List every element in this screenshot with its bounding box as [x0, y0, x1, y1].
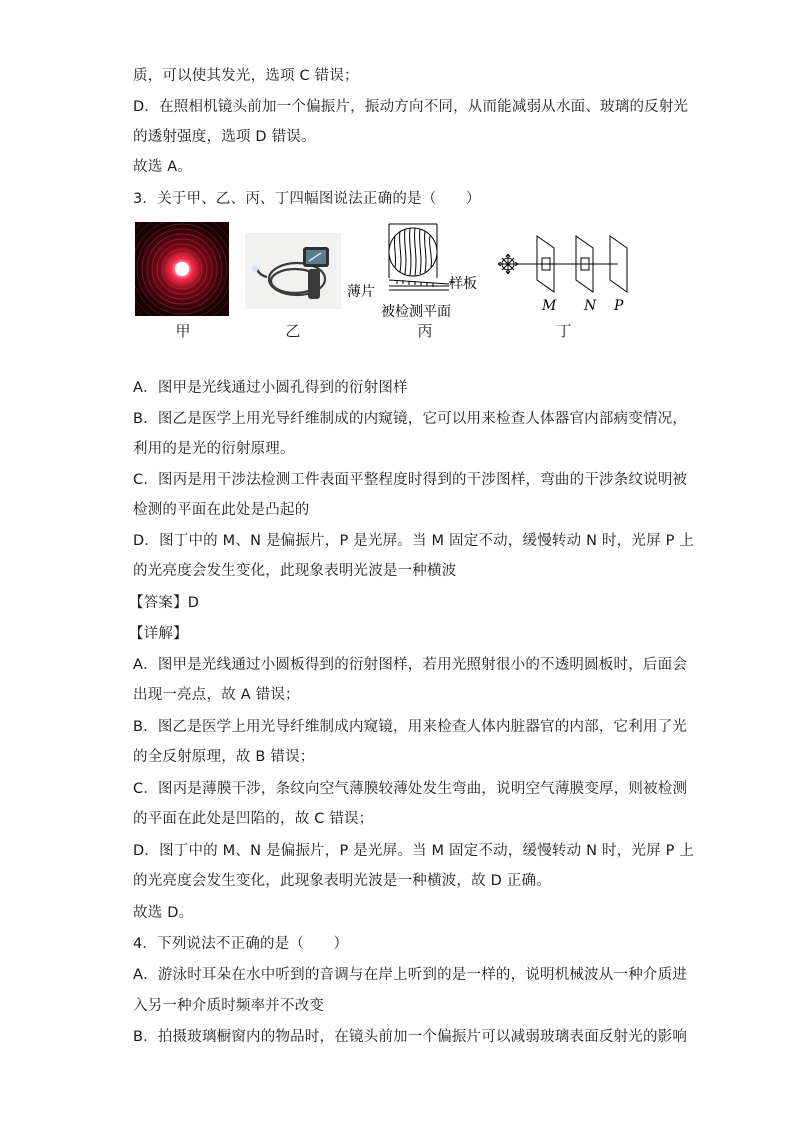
text-line: 出现一亮点，故 A 错误； — [133, 687, 300, 703]
figure-caption-jia: 甲 — [175, 322, 191, 340]
text-line: D．图丁中的 M、N 是偏振片，P 是光屏。当 M 固定不动，缓慢转动 N 时，光屏 P 上 — [133, 843, 695, 859]
text-line: B．拍摄玻璃橱窗内的物品时，在镜头前加一个偏振片可以减弱玻璃表面反射光的影响 — [133, 1029, 688, 1045]
question-3-stem: 3．关于甲、乙、丙、丁四幅图说法正确的是（ ） — [133, 191, 481, 207]
text-line: A．图甲是光线通过小圆板得到的衍射图样，若用光照射很小的不透明圆板时，后面会 — [133, 657, 688, 673]
bing-label-thin-sheet: 薄片 — [347, 284, 375, 300]
explanation-label: 【详解】 — [129, 626, 188, 642]
figure-caption-yi: 乙 — [285, 322, 301, 340]
figure-bing-thin-film-interference — [345, 222, 485, 322]
option-c: C．图丙是用干涉法检测工件表面平整程度时得到的干涉图样，弯曲的干涉条纹说明被 — [133, 472, 688, 488]
option-d-cont: 的光亮度会发生变化，此现象表明光波是一种横波 — [133, 563, 457, 579]
text-line: 故选 D。 — [133, 905, 194, 921]
figure-ding-polarizers — [490, 228, 640, 318]
option-a: A．图甲是光线通过小圆孔得到的衍射图样 — [133, 380, 408, 396]
text-line: A．游泳时耳朵在水中听到的音调与在岸上听到的是一样的，说明机械波从一种介质进 — [133, 967, 688, 983]
option-c-cont: 检测的平面在此处是凸起的 — [133, 502, 310, 518]
text-line: 故选 A。 — [133, 159, 193, 175]
text-line: 入另一种介质时频率并不改变 — [133, 998, 325, 1014]
ding-label-p: P — [614, 298, 624, 314]
text-line: 的光亮度会发生变化，此现象表明光波是一种横波，故 D 正确。 — [133, 873, 551, 889]
answer-label: 【答案】D — [129, 595, 200, 611]
figure-caption-ding: 丁 — [556, 322, 572, 340]
figure-yi-endoscope-image — [245, 233, 341, 309]
bing-label-sample-plate: 样板 — [449, 276, 477, 292]
bing-label-tested-plane: 被检测平面 — [381, 304, 451, 320]
figure-jia-diffraction-image — [135, 222, 229, 316]
text-line: C．图丙是薄膜干涉，条纹向空气薄膜较薄处发生弯曲，说明空气薄膜变厚，则被检测 — [133, 781, 688, 797]
figure-caption-bing: 丙 — [417, 322, 433, 340]
text-line: D．在照相机镜头前加一个偏振片，振动方向不同，从而能减弱从水面、玻璃的反射光 — [133, 99, 689, 115]
text-line: 的平面在此处是凹陷的，故 C 错误； — [133, 811, 374, 827]
ding-label-m: M — [542, 298, 557, 314]
option-b-cont: 利用的是光的衍射原理。 — [133, 441, 295, 457]
text-line: 的全反射原理，故 B 错误； — [133, 749, 315, 765]
ding-label-n: N — [584, 298, 597, 314]
text-line: B．图乙是医学上用光导纤维制成内窥镜，用来检查人体内脏器官的内部，它利用了光 — [133, 719, 688, 735]
text-line: 的透射强度，选项 D 错误。 — [133, 129, 316, 145]
option-b: B．图乙是医学上用光导纤维制成的内窥镜，它可以用来检查人体器官内部病变情况， — [133, 411, 688, 427]
text-line: 质，可以使其发光，选项 C 错误； — [133, 68, 359, 84]
option-d: D．图丁中的 M、N 是偏振片，P 是光屏。当 M 固定不动，缓慢转动 N 时，光屏 P 上 — [133, 533, 695, 549]
question-4-stem: 4．下列说法不正确的是（ ） — [133, 936, 349, 952]
